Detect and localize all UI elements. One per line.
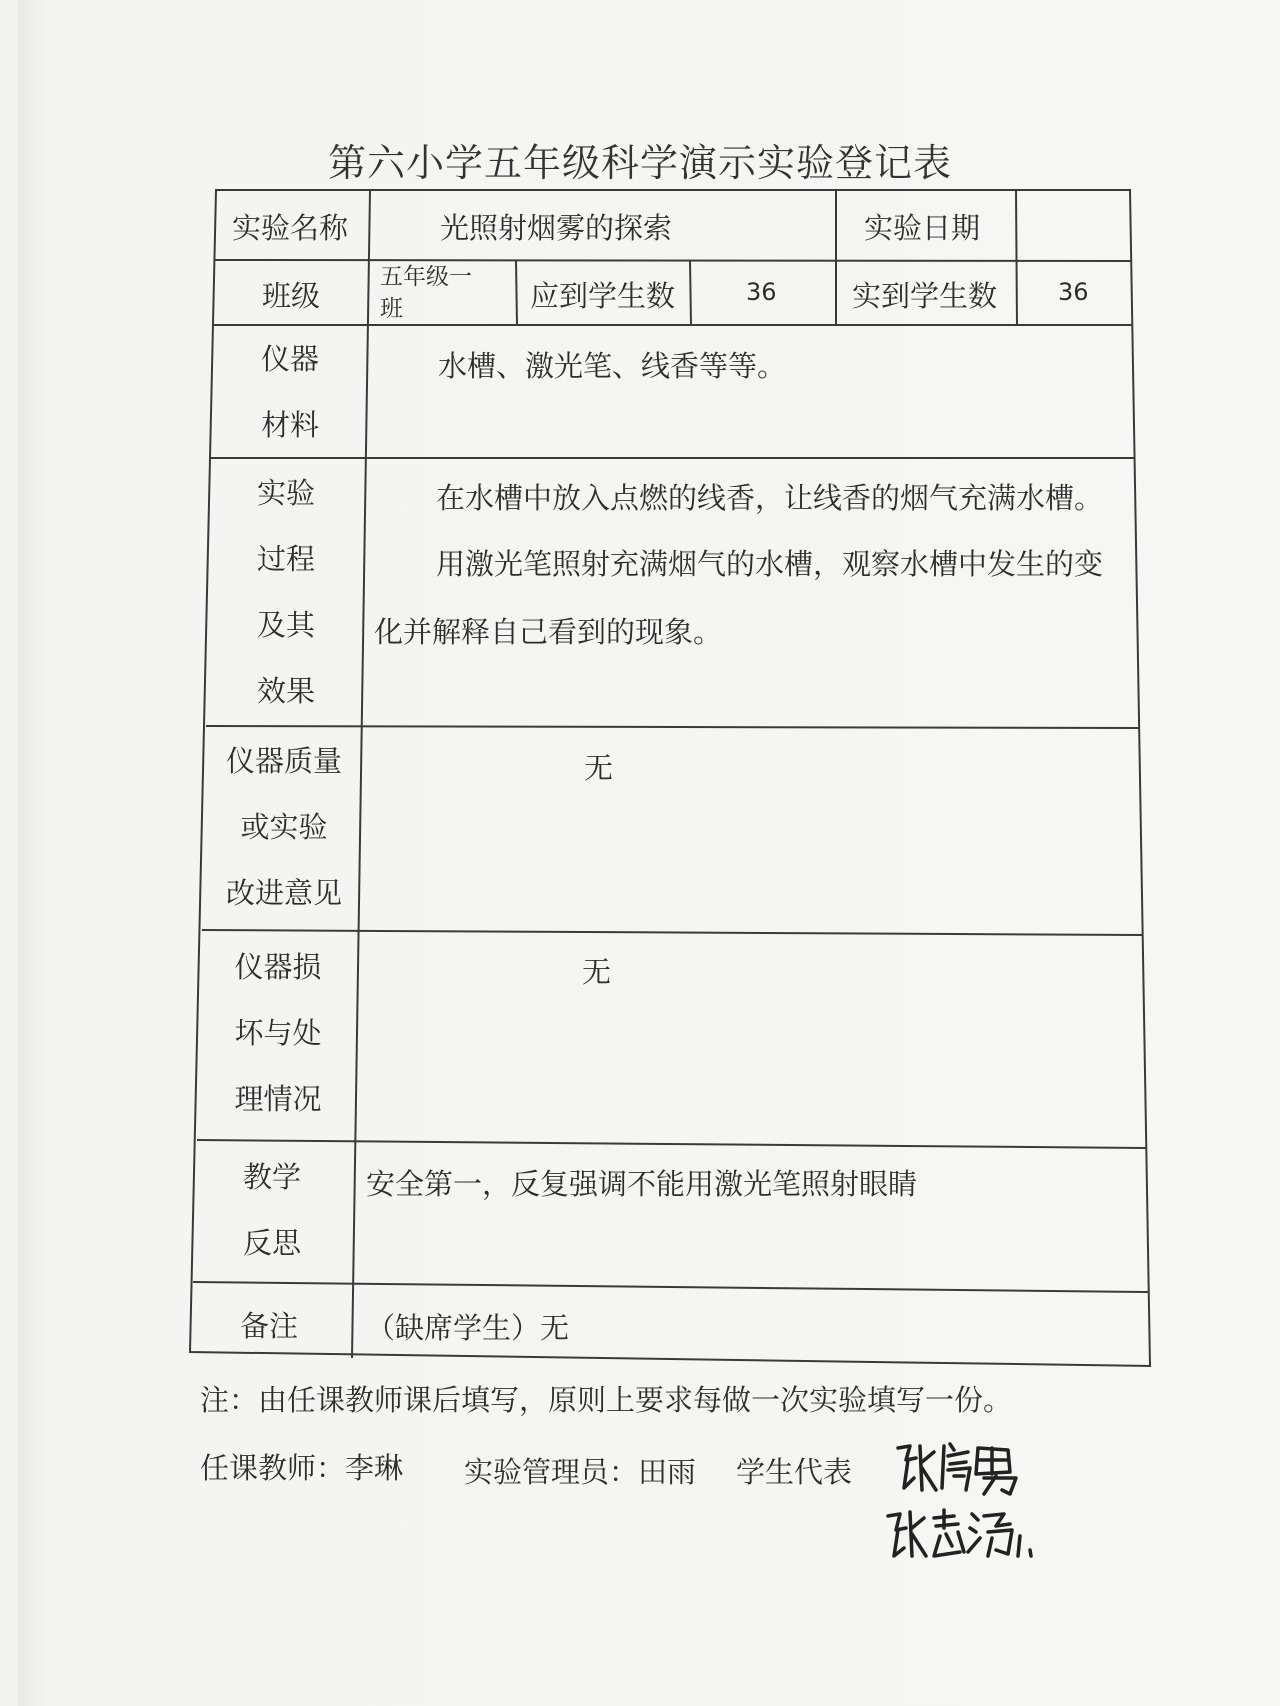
class-value-line2: 班: [380, 296, 403, 322]
process-paragraph-2-line1: 用激光笔照射充满烟气的水槽，观察水槽中发生的变: [436, 547, 1104, 581]
reflection-label-line: 教学: [242, 1160, 301, 1194]
process-paragraph-2-line2: 化并解释自己看到的现象。: [374, 615, 723, 649]
quality-value: 无: [584, 751, 614, 785]
materials-value: 水槽、激光笔、线香等等。: [438, 349, 787, 383]
damage-label-line: 理情况: [234, 1082, 322, 1116]
actual-students-label: 实到学生数: [852, 279, 998, 313]
experiment-name-label: 实验名称: [232, 211, 349, 245]
damage-value: 无: [582, 955, 612, 989]
quality-label-line: 仪器质量: [225, 744, 342, 778]
handwritten-signature-2: [884, 1506, 1034, 1562]
damage-label: [216, 934, 340, 1132]
remarks-value: （缺席学生）无: [366, 1311, 570, 1345]
quality-label: [212, 728, 356, 926]
experiment-date-label: 实验日期: [864, 211, 981, 245]
remarks-label: 备注: [240, 1309, 299, 1343]
quality-label-line: 或实验: [240, 810, 328, 844]
experiment-name-value: 光照射烟雾的探索: [440, 211, 673, 245]
teacher-signature-line: 任课教师：李琳: [200, 1451, 404, 1485]
reflection-label: [212, 1144, 332, 1276]
expected-students-label: 应到学生数: [530, 279, 676, 313]
quality-label-line: 改进意见: [225, 876, 342, 910]
process-label-line: 过程: [256, 542, 315, 576]
expected-students-value: 36: [746, 278, 777, 306]
damage-label-line: 坏与处: [234, 1016, 322, 1050]
materials-label-line: 材料: [260, 408, 319, 442]
materials-label-line: 仪器: [260, 342, 319, 376]
process-label-line: 效果: [256, 674, 315, 708]
footnote: 注：由任课教师课后填写，原则上要求每做一次实验填写一份。: [200, 1383, 1013, 1417]
manager-signature-line: 实验管理员：田雨: [464, 1455, 697, 1489]
form-title: 第六小学五年级科学演示实验登记表: [327, 141, 952, 185]
class-label: 班级: [262, 279, 321, 313]
materials-label: [230, 326, 350, 458]
process-paragraph-1: 在水槽中放入点燃的线香，让线香的烟气充满水槽。: [436, 481, 1104, 515]
class-value-line1: 五年级一: [380, 264, 472, 290]
reflection-label-line: 反思: [242, 1226, 301, 1260]
damage-label-line: 仪器损: [234, 950, 322, 984]
actual-students-value: 36: [1058, 278, 1089, 306]
process-label-line: 实验: [256, 476, 315, 510]
process-label-line: 及其: [256, 608, 315, 642]
process-label: [226, 460, 346, 724]
handwritten-signature-1: [892, 1438, 1022, 1498]
reflection-value: 安全第一，反复强调不能用激光笔照射眼睛: [366, 1167, 918, 1201]
student-rep-label: 学生代表: [736, 1455, 853, 1489]
